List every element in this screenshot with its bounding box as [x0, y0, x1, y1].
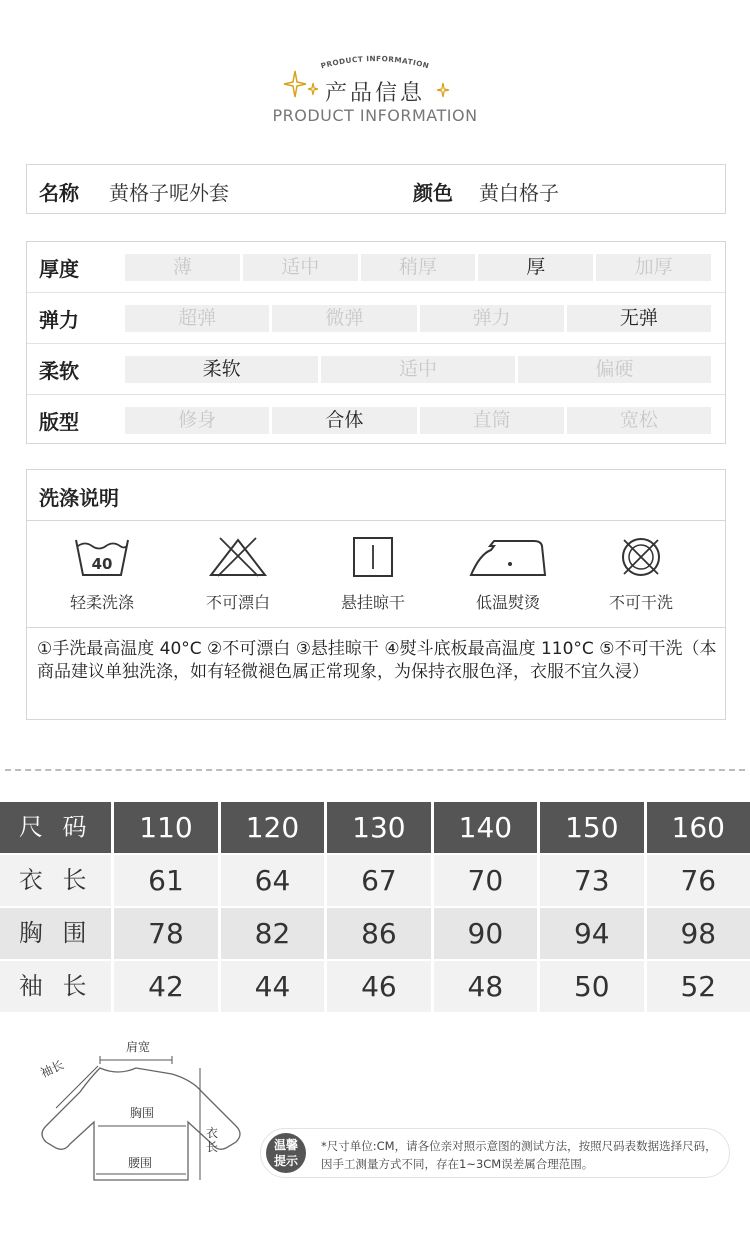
tip-badge-line1: 温馨	[273, 1138, 298, 1152]
attribute-option: 适中	[321, 356, 514, 383]
product-info-header	[0, 40, 750, 130]
attribute-option: 稍厚	[361, 254, 476, 281]
tip-badge	[266, 1133, 306, 1173]
page-title: 产品信息	[324, 81, 425, 106]
divider	[27, 627, 725, 628]
tip-text: *尺寸单位:CM，请各位亲对照示意图的测试方法，按照尺码表数据选择尺码，因手工测量方式不同，存在1~3CM误差属合理范围。	[321, 1139, 717, 1171]
attribute-option: 适中	[243, 254, 358, 281]
size-row	[0, 855, 750, 906]
size-cell: 98	[647, 908, 750, 959]
size-header-cell: 120	[221, 802, 324, 853]
wash-label: 低温熨烫	[475, 593, 540, 612]
size-header-cell: 130	[327, 802, 430, 853]
tip-badge-line2: 提示	[273, 1154, 298, 1168]
attribute-option-selected: 厚	[478, 254, 593, 281]
arc-title-text: PRODUCT INFORMATION	[319, 54, 431, 71]
size-header-cell: 110	[114, 802, 217, 853]
dashed-divider	[5, 769, 745, 771]
attribute-options	[125, 407, 711, 434]
attribute-option: 偏硬	[518, 356, 711, 383]
size-cell: 82	[221, 908, 324, 959]
size-row	[0, 961, 750, 1012]
wash-item	[576, 536, 706, 613]
wash-item	[308, 536, 438, 613]
attribute-option: 修身	[125, 407, 269, 434]
attribute-options	[125, 305, 711, 332]
washing-note: ①手洗最高温度 40°C ②不可漂白 ③悬挂晾干 ④熨斗底板最高温度 110°C ⑤不可干洗（本商品建议单独洗涤，如有轻微褪色属正常现象，为保持衣服色泽，衣服不宜久浸）	[37, 639, 717, 682]
length-label: 衣长	[206, 1126, 219, 1154]
arc-title-decoration	[300, 52, 450, 72]
attribute-label: 弹力	[39, 308, 79, 332]
size-cell: 76	[647, 855, 750, 906]
size-row-label: 胸 围	[0, 908, 111, 959]
page-subtitle: PRODUCT INFORMATION	[272, 106, 478, 125]
attribute-option-selected: 合体	[272, 407, 416, 434]
wash-label: 不可漂白	[205, 593, 270, 612]
low-iron-icon	[468, 536, 548, 578]
size-cell: 50	[540, 961, 643, 1012]
size-header-label: 尺 码	[0, 802, 111, 853]
attribute-label: 柔软	[39, 359, 79, 383]
name-value: 黄格子呢外套	[109, 181, 229, 205]
attribute-option: 宽松	[567, 407, 711, 434]
sleeve-label: 袖长	[38, 1057, 67, 1081]
size-cell: 78	[114, 908, 217, 959]
size-cell: 70	[434, 855, 537, 906]
size-cell: 52	[647, 961, 750, 1012]
attribute-option-selected: 无弹	[567, 305, 711, 332]
attribute-label: 厚度	[39, 257, 79, 281]
size-header-cell: 160	[647, 802, 750, 853]
attribute-options	[125, 356, 711, 383]
attribute-option: 加厚	[596, 254, 711, 281]
size-cell: 64	[221, 855, 324, 906]
wash-40-icon	[74, 536, 130, 578]
size-cell: 73	[540, 855, 643, 906]
wash-label: 悬挂晾干	[340, 593, 405, 612]
size-row-label: 衣 长	[0, 855, 111, 906]
color-value: 黄白格子	[479, 181, 559, 205]
size-cell: 90	[434, 908, 537, 959]
no-bleach-icon	[208, 536, 268, 578]
size-cell: 86	[327, 908, 430, 959]
hang-dry-icon	[352, 536, 394, 578]
attribute-label: 版型	[39, 410, 79, 434]
wash-label: 轻柔洗涤	[69, 593, 134, 612]
size-cell: 94	[540, 908, 643, 959]
tip-box	[260, 1128, 730, 1178]
size-row-label: 袖 长	[0, 961, 111, 1012]
attribute-row	[27, 395, 725, 446]
name-label: 名称	[39, 181, 79, 205]
svg-text:PRODUCT INFORMATION	[320, 54, 431, 70]
size-cell: 67	[327, 855, 430, 906]
size-table	[0, 802, 750, 1014]
size-header-cell: 150	[540, 802, 643, 853]
attribute-row	[27, 344, 725, 395]
size-cell: 44	[221, 961, 324, 1012]
chest-label: 胸围	[130, 1106, 155, 1120]
no-dry-clean-icon	[616, 536, 666, 578]
attribute-option-selected: 柔软	[125, 356, 318, 383]
size-cell: 48	[434, 961, 537, 1012]
size-header-row	[0, 802, 750, 853]
attribute-row	[27, 293, 725, 344]
washing-instructions	[26, 469, 726, 720]
size-row	[0, 908, 750, 959]
divider	[27, 520, 725, 521]
attributes-table	[26, 241, 726, 444]
color-label: 颜色	[413, 181, 453, 205]
washing-title: 洗涤说明	[39, 486, 119, 510]
size-header-cell: 140	[434, 802, 537, 853]
attribute-option: 弹力	[420, 305, 564, 332]
size-cell: 46	[327, 961, 430, 1012]
wash-temperature: 40	[91, 555, 113, 573]
waist-label: 腰围	[128, 1156, 153, 1170]
wash-item	[443, 536, 573, 613]
attribute-option: 薄	[125, 254, 240, 281]
attribute-option: 直筒	[420, 407, 564, 434]
measurement-diagram	[20, 1030, 260, 1190]
attribute-option: 超弹	[125, 305, 269, 332]
wash-item	[37, 536, 167, 613]
wash-label: 不可干洗	[608, 593, 673, 612]
attribute-option: 微弹	[272, 305, 416, 332]
attribute-row	[27, 242, 725, 293]
name-color-box	[26, 164, 726, 214]
attribute-options	[125, 254, 711, 281]
shoulder-label: 肩宽	[126, 1040, 151, 1054]
wash-item	[173, 536, 303, 613]
size-cell: 42	[114, 961, 217, 1012]
size-cell: 61	[114, 855, 217, 906]
